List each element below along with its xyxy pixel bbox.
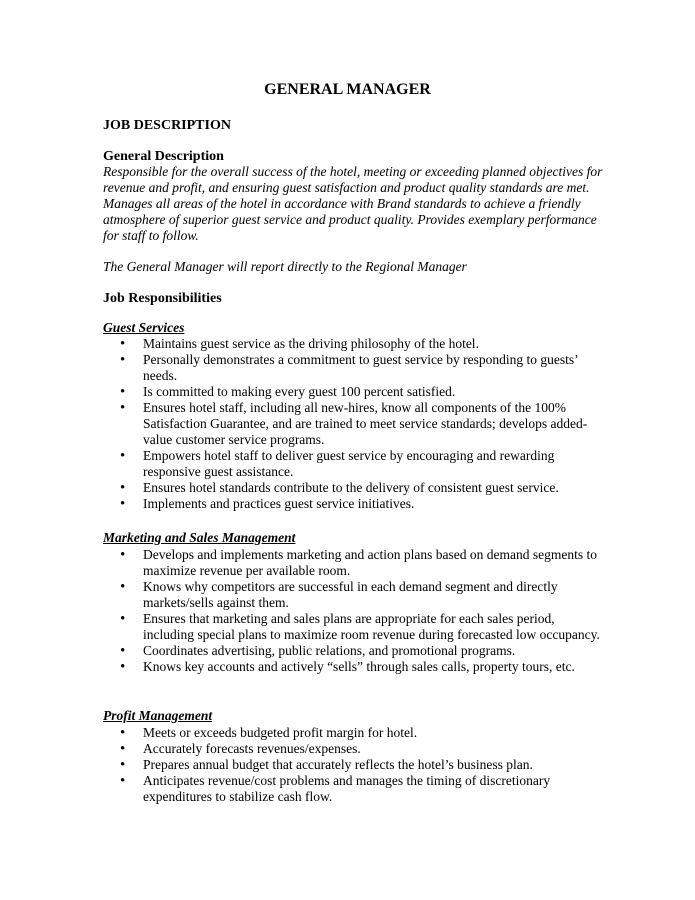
list-item: • Personally demonstrates a commitment to guest service by responding to guests’ needs. (103, 352, 603, 384)
general-description-heading: General Description (103, 149, 224, 164)
list-item: • Ensures hotel standards contribute to the delivery of consistent guest service. (103, 480, 603, 496)
list-item: • Coordinates advertising, public relations, and promotional programs. (103, 643, 603, 659)
list-item: • Ensures that marketing and sales plans are appropriate for each sales period, including special plans to maximize room revenue during forecasted low occupancy. (103, 611, 603, 643)
list-item: • Knows why competitors are successful in each demand segment and directly markets/sells against them. (103, 579, 603, 611)
list-item: • Empowers hotel staff to deliver guest service by encouraging and rewarding responsive guest assistance. (103, 448, 603, 480)
marketing-sales-list (103, 547, 603, 675)
list-item: • Is committed to making every guest 100 percent satisfied. (103, 384, 603, 400)
section-title-guest-services: Guest Services (103, 320, 185, 335)
list-item: • Develops and implements marketing and action plans based on demand segments to maximize revenue per available room. (103, 547, 603, 579)
list-item: • Anticipates revenue/cost problems and manages the timing of discretionary expenditures to stabilize cash flow. (103, 773, 603, 805)
profit-management-list (103, 725, 603, 805)
general-description-text: Responsible for the overall success of the hotel, meeting or exceeding planned objectives for revenue and profit, and ensuring guest satisfaction and product quality standards are met. Manages all areas of the hotel in accordance with Brand standards to achieve a friendly atmosphere of superior guest service and product quality. Provides exemplary performance for staff to follow. (103, 164, 603, 243)
list-item: • Ensures hotel staff, including all new-hires, know all components of the 100% Satisfaction Guarantee, and are trained to meet service standards; develops added-value customer service programs. (103, 400, 603, 448)
report-line: The General Manager will report directly to the Regional Manager (103, 259, 467, 274)
document-title: GENERAL MANAGER (264, 81, 431, 98)
list-item: • Knows key accounts and actively “sells” through sales calls, property tours, etc. (103, 659, 603, 675)
list-item: • Maintains guest service as the driving philosophy of the hotel. (103, 336, 603, 352)
job-description-heading: JOB DESCRIPTION (103, 118, 231, 133)
list-item: • Prepares annual budget that accurately reflects the hotel’s business plan. (103, 757, 603, 773)
section-title-profit-management: Profit Management (103, 708, 213, 723)
guest-services-list (103, 336, 603, 512)
list-item: • Implements and practices guest service initiatives. (103, 496, 603, 512)
responsibilities-heading: Job Responsibilities (103, 291, 222, 306)
list-item: • Accurately forecasts revenues/expenses. (103, 741, 603, 757)
list-item: • Meets or exceeds budgeted profit margin for hotel. (103, 725, 603, 741)
section-title-marketing-sales: Marketing and Sales Management (103, 530, 296, 545)
